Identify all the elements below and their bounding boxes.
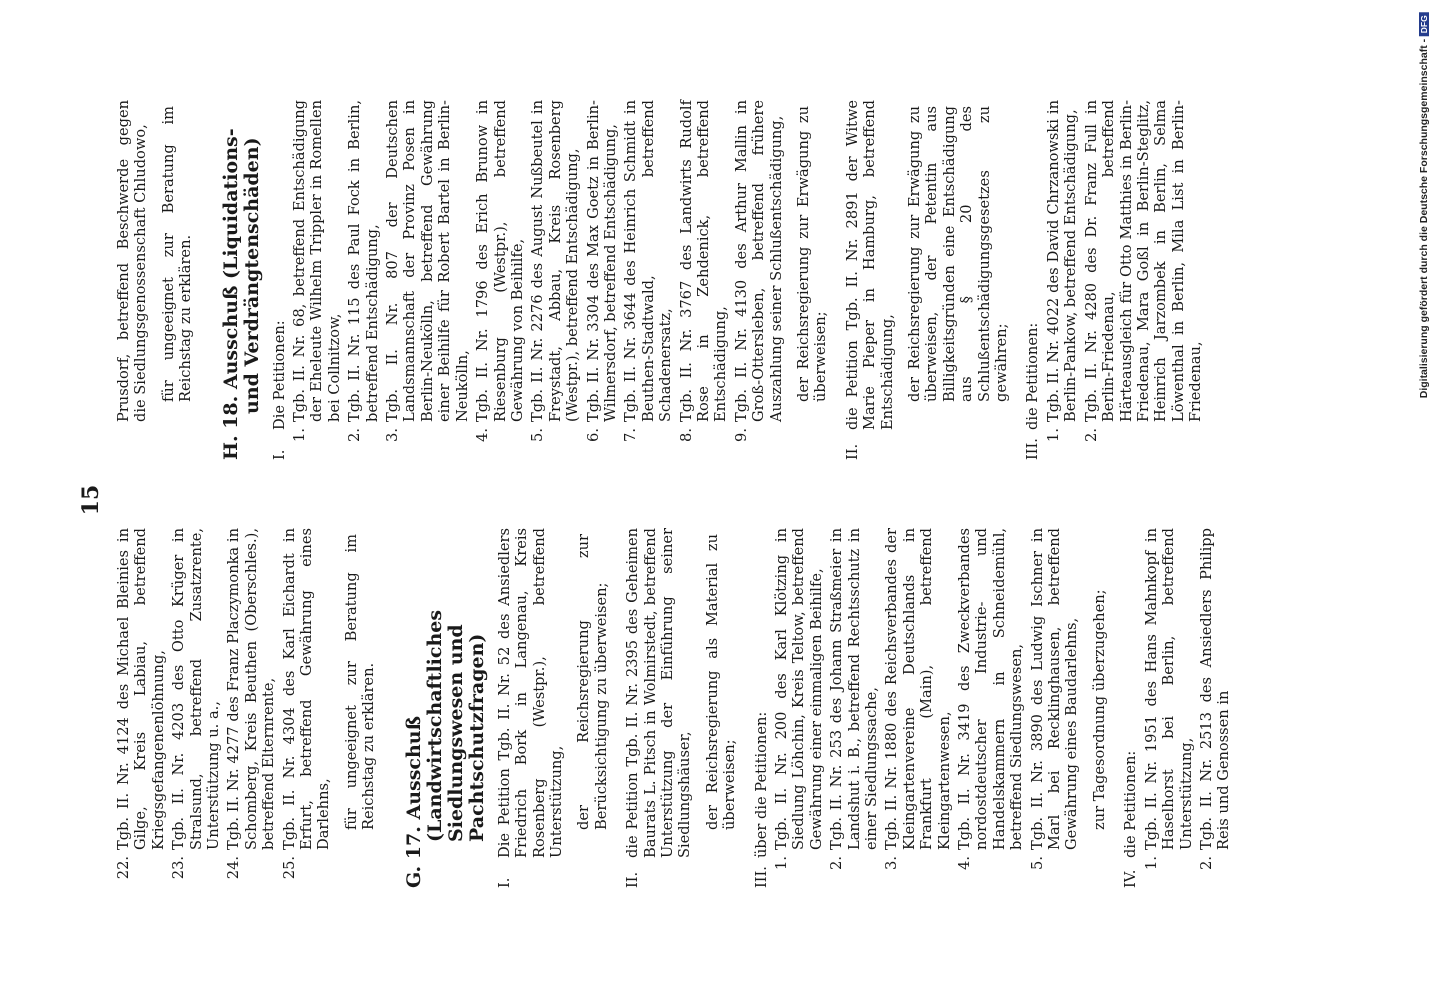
item-number: 24. xyxy=(225,856,243,880)
list-item xyxy=(225,528,277,888)
dfg-logo: DFG xyxy=(1419,12,1429,36)
roman-text: Die Petitionen: xyxy=(270,320,288,430)
item-number: 7. xyxy=(622,428,640,442)
section-heading-h18: H. 18. Ausschuß (Liquidations- und Verdrängtenschäden) xyxy=(219,128,263,460)
roman-number: II. xyxy=(624,871,642,888)
item-text: Tgb. II. Nr. 807 der Deutschen Landsmannschaft der Provinz Posen in Berlin-Neukölln, betreffend Gewährung einer Beihilfe für Robert Bartel in Berlin-Neukölln, xyxy=(384,100,471,422)
dfg-footer xyxy=(1418,8,1430,398)
list-item xyxy=(585,100,620,460)
item-number: 1. xyxy=(1142,856,1160,870)
item-text: Tgb. II. Nr. 4203 des Otto Krüger in Stralsund, betreffend Zusatzrente, Unterstützung u. a., xyxy=(170,528,223,850)
list-item xyxy=(733,100,785,460)
item-text: Tgb. II. Nr. 1880 des Reichsverbandes der Kleingartenvereine Deutschlands in Frankfurt (Main), betreffend Kleingartenwesen, xyxy=(883,528,953,850)
item-number: 6. xyxy=(584,428,602,442)
list-item xyxy=(622,100,674,460)
list-item xyxy=(291,100,343,460)
roman-number: II. xyxy=(843,443,861,460)
item-text: Tgb. II. Nr. 68, betreffend Entschädigung der Eheleute Wilhelm Trippler in Romellen bei Collnitzow, xyxy=(291,100,343,422)
item-text: Tgb. II. Nr. 3767 des Landwirts Rudolf Rose in Zehdenick, betreffend Entschädigung, xyxy=(677,100,730,422)
petition-list-a xyxy=(115,528,333,888)
resolution-text: der Reichsregierung zur Berücksichtigung zu überweisen; xyxy=(575,534,610,830)
item-number: 2. xyxy=(346,428,364,442)
roman-text: die Petition Tgb. II. Nr. 2395 des Geheimen Baurats L. Pitsch in Wolmirstedt, betreffend Unterstützung der Einführung seiner Siedlungshäuser, xyxy=(624,528,694,858)
item-text: Tgb. II. Nr. 4022 des David Chrzanowski in Berlin-Pankow, betreffend Entschädigung, xyxy=(1044,100,1080,422)
item-text: Tgb. II. Nr. 4124 des Michael Bleinies in Gilge, Kreis Labiau, betreffend Kriegsgefangenenlöhnung, xyxy=(115,528,167,850)
item-text: Tgb. II. Nr. 3304 des Max Goetz in Berlin-Wilmersdorf, betreffend Entschädigung, xyxy=(584,100,619,422)
list-item xyxy=(281,528,333,888)
item-text: Tgb. II. Nr. 253 des Johann Straßmeier in Landshut i. B., betreffend Rechtsschutz in einer Siedlungssache, xyxy=(828,528,880,850)
roman-item xyxy=(753,528,770,888)
roman-number: I. xyxy=(495,877,513,888)
item-text: Tgb. II. Nr. 2513 des Ansiedlers Philipp Reis und Genossen in xyxy=(1197,528,1233,850)
roman-item xyxy=(624,528,694,888)
petition-list-h1 xyxy=(291,100,785,460)
roman-item xyxy=(1024,100,1041,460)
item-text: Tgb. II. Nr. 4304 des Karl Eichardt in Erfurt, betreffend Gewährung eines Darlehns, xyxy=(280,528,333,850)
resolution-text: für ungeeignet zur Beratung im Reichstag zu erklären. xyxy=(342,534,378,830)
roman-text: über die Petitionen: xyxy=(752,711,770,858)
item-number: 3. xyxy=(384,428,402,442)
roman-item xyxy=(844,100,896,460)
item-number: 1. xyxy=(1044,428,1062,442)
list-item xyxy=(170,528,222,888)
item-number: 22. xyxy=(115,856,132,880)
item-text: Tgb. II. Nr. 115 des Paul Fock in Berlin, betreffend Entschädigung, xyxy=(346,100,381,422)
item-number: 1. xyxy=(291,428,309,442)
item-text: Tgb. II. Nr. 4280 des Dr. Franz Full in Berlin-Friedenau, betreffend Härteausgleich für Otto Matthies in Berlin-Friedenau, Mara Goßl in Berlin-Steglitz, Heinrich Jarzombek in Berlin, Selma Löwenthal in Berlin, Mila List in Berlin-Friedenau, xyxy=(1082,100,1205,422)
list-item xyxy=(384,100,471,460)
item-number: 5. xyxy=(529,428,547,442)
right-column xyxy=(115,100,1208,460)
left-column xyxy=(115,528,1236,888)
resolution-text: für ungeeignet zur Beratung im Reichstag zu erklären. xyxy=(159,106,195,402)
item-number: 2. xyxy=(1197,856,1215,870)
list-item xyxy=(883,528,953,888)
item-text: Tgb. II. Nr. 4277 des Franz Placzymonka in Schomberg, Kreis Beuthen (Oberschles.), betreffend Elternrente, xyxy=(225,528,278,850)
item-text: Tgb. II. Nr. 2276 des August Nußbeutel in Freystadt, Abbau, Kreis Rosenberg (Westpr.), betreffend Entschädigung, xyxy=(529,100,582,422)
item-text: Tgb. II. Nr. 1951 des Hans Mahnkopf in Haselhorst bei Berlin, betreffend Unterstützung, xyxy=(1142,528,1195,850)
section-heading-g17: G. 17. Ausschuß (Landwirtschaftliches Siedlungswesen und Pachtschutzfragen) xyxy=(402,609,488,888)
petition-list-g4 xyxy=(1143,528,1233,888)
item-number: 8. xyxy=(677,428,695,442)
item-number: 5. xyxy=(1028,856,1046,870)
item-text: Tgb. II. Nr. 3644 des Heinrich Schmidt in Beuthen-Stadtwald, betreffend Schadenersatz, xyxy=(622,100,675,422)
continued-text: Prusdorf, betreffend Beschwerde gegen die Siedlungsgenossenschaft Chludowo, xyxy=(115,100,150,422)
list-item xyxy=(828,528,880,888)
roman-number: III. xyxy=(752,866,770,888)
petition-list-h3 xyxy=(1045,100,1205,460)
petition-list-g3 xyxy=(773,528,1081,888)
page-number: 15 xyxy=(78,484,104,516)
item-number: 9. xyxy=(732,428,750,442)
item-text: Tgb. II. Nr. 3890 des Ludwig Ischner in Marl bei Recklinghausen, betreffend Gewährung eines Baudarlehns, xyxy=(1028,528,1081,850)
roman-item xyxy=(496,528,566,888)
roman-text: die Petitionen: xyxy=(1024,322,1042,430)
roman-text: Die Petition Tgb. II. Nr. 52 des Ansiedlers Friedrich Bork in Langenau, Kreis Rosenberg (Westpr.), betreffend Unterstützung, xyxy=(495,528,565,858)
roman-item xyxy=(271,100,288,460)
list-item xyxy=(773,528,825,888)
item-number: 25. xyxy=(280,856,298,880)
item-number: 3. xyxy=(883,856,901,870)
item-text: Tgb. II. Nr. 3419 des Zweckverbandes nordostdeutscher Industrie- und Handelskammern in Schneidemühl, betreffend Siedlungswesen, xyxy=(956,528,1026,850)
list-item xyxy=(115,528,167,888)
item-number: 2. xyxy=(1082,428,1100,442)
footer-text: Digitalisierung gefördert durch die Deutsche Forschungsgemeinschaft - xyxy=(1418,38,1430,399)
roman-number: IV. xyxy=(1122,869,1140,888)
list-item xyxy=(1029,528,1081,888)
item-number: 4. xyxy=(474,428,492,442)
item-number: 23. xyxy=(170,856,188,880)
list-item xyxy=(1198,528,1233,888)
list-item xyxy=(956,528,1026,888)
item-text: Tgb. II. Nr. 200 des Karl Klötzing in Siedlung Löhchin, Kreis Teltow, betreffend Gewährung einer einmaligen Beihilfe, xyxy=(772,528,825,850)
resolution-text: der Reichsregierung zur Erwägung zu überweisen, der Petentin aus Billigkeitsgründen eine Entschädigung aus § 20 des Schlußentschädigungsgesetzes zu gewähren; xyxy=(906,106,1011,402)
resolution-text: der Reichsregierung als Material zu überweisen; xyxy=(703,534,739,830)
item-text: Tgb. II. Nr. 1796 des Erich Brunow in Riesenburg (Westpr.), betreffend Gewährung von Beihilfe, xyxy=(474,100,526,422)
roman-number: I. xyxy=(270,449,288,460)
list-item xyxy=(1143,528,1195,888)
item-text: Tgb. II. Nr. 4130 des Arthur Mallin in Groß-Ottersleben, betreffend frühere Auszahlung seiner Schlußentschädigung, xyxy=(732,100,785,422)
item-number: 4. xyxy=(956,856,974,870)
list-item xyxy=(1083,100,1205,460)
resolution-text: zur Tagesordnung überzugehen; xyxy=(1090,589,1108,830)
roman-item xyxy=(1122,528,1139,888)
roman-text: die Petition Tgb. II. Nr. 2891 der Witwe Marie Pieper in Hamburg, betreffend Entschädigung, xyxy=(843,100,896,430)
item-number: 1. xyxy=(772,856,790,870)
roman-text: die Petitionen: xyxy=(1122,750,1140,858)
list-item xyxy=(1045,100,1080,460)
resolution-text: der Reichsregierung zur Erwägung zu überweisen; xyxy=(795,106,830,402)
list-item xyxy=(678,100,730,460)
item-number: 2. xyxy=(828,856,846,870)
roman-number: III. xyxy=(1024,438,1042,460)
list-item xyxy=(346,100,381,460)
list-item xyxy=(474,100,526,460)
list-item xyxy=(529,100,581,460)
